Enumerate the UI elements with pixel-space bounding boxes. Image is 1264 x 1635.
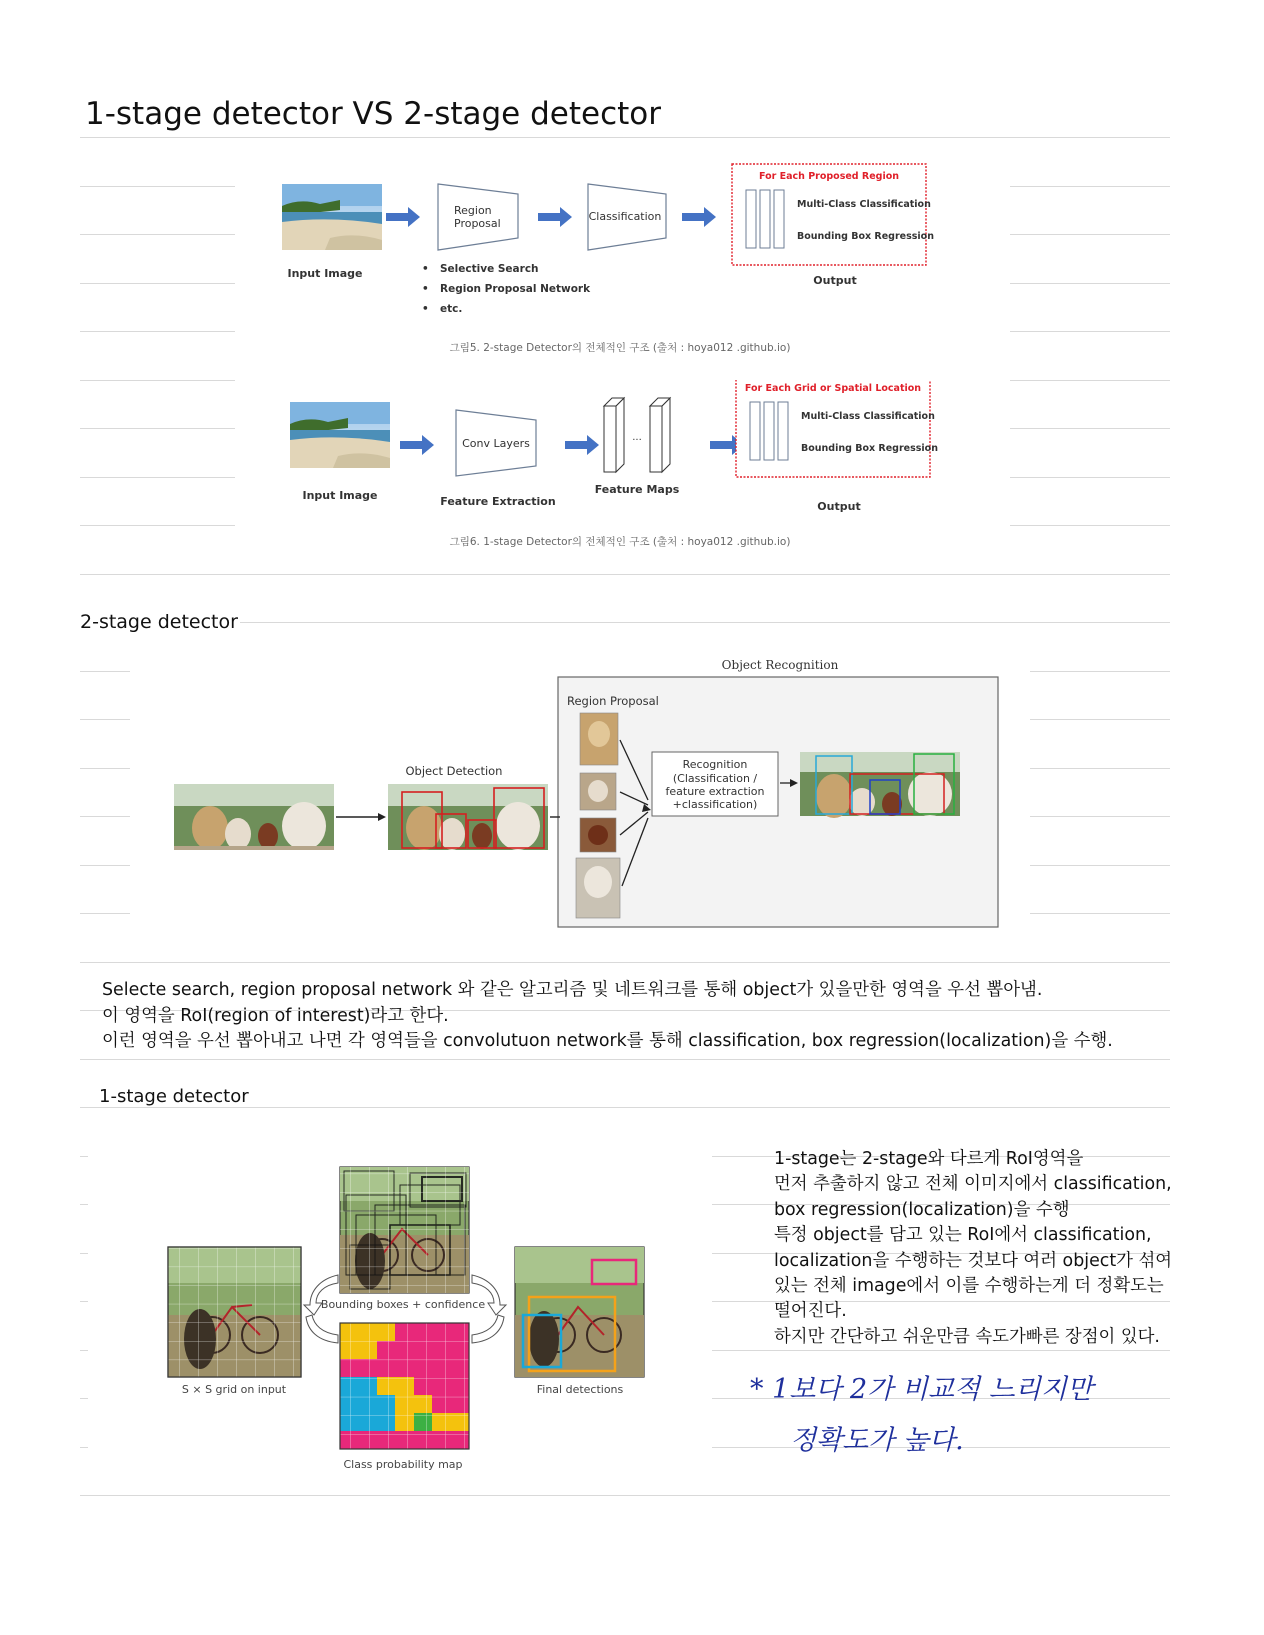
one-stage-line-1: 1-stage는 2-stage와 다르게 RoI영역을 [774,1149,1084,1169]
conv-layers-label: Conv Layers [462,437,530,450]
handwritten-note-line-1: * 1보다 2가 비교적 느리지만 [750,1374,1094,1405]
flow-arrows [400,435,744,455]
grid-input-label: S × S grid on input [181,1383,287,1396]
svg-text:•: • [422,263,429,275]
one-stage-line-3: box regression(localization)을 수행 [774,1199,1070,1220]
one-stage-line-4: 특정 object를 담고 있는 RoI에서 classification, [774,1225,1152,1246]
two-stage-line-1: Selecte search, region proposal network 와 같은 알고리즘 및 네트워크를 통해 object가 있을만한 영역을 우선 뽑아냄. [102,980,1043,1000]
region-proposal-label: Region Proposal [567,694,659,708]
handwritten-note-line-2: 정확도가 높다. [790,1425,964,1456]
class-probability-label: Class probability map [343,1458,463,1471]
two-stage-line-2: 이 영역을 RoI(region of interest)라고 한다. [102,1005,449,1026]
two-stage-line-3: 이런 영역을 우선 뽑아내고 나면 각 영역들을 convolutuon network를 통해 classification, box regression(localization)을 수행. [102,1031,1113,1052]
figure-2stage-structure [270,160,970,365]
bbox-confidence-photo [340,1167,469,1293]
one-stage-line-7: 떨어진다. [774,1301,847,1322]
input-image-label: Input Image [302,489,378,502]
one-stage-line-8: 하지만 간단하고 쉬운만큼 속도가빠른 장점이 있다. [774,1326,1160,1347]
two-stage-description [102,978,1113,1055]
svg-text:•: • [422,283,429,295]
one-stage-description [774,1147,1172,1350]
output-label: Output [813,274,857,287]
recognition-line-2: (Classification / [672,772,758,785]
one-stage-line-5: localization을 수행하는 것보다 여러 object가 섞여 [774,1250,1173,1271]
one-stage-line-2: 먼저 추출하지 않고 전체 이미지에서 classification, [774,1174,1172,1195]
beach-image [290,402,390,468]
svg-text:•: • [422,303,429,315]
bbox-confidence-label: Bounding boxes + confidence [320,1298,486,1311]
output-label: Output [817,500,861,513]
figure-2stage-pipeline [170,650,1005,935]
bullet-selective-search: Selective Search [440,263,539,275]
multi-class-label: Multi-Class Classification [797,199,931,210]
ellipsis: ... [632,432,642,443]
bullet-rpn: Region Proposal Network [440,283,591,295]
object-recognition-label: Object Recognition [721,658,839,672]
output-header: For Each Proposed Region [758,171,900,182]
recognition-line-1: Recognition [682,758,748,771]
section-heading-1stage: 1-stage detector [99,1086,249,1107]
page-title: 1-stage detector VS 2-stage detector [85,96,661,132]
classification-label: Classification [588,210,662,223]
object-detection-label: Object Detection [405,764,503,778]
final-detections-photo [515,1247,644,1377]
class-probability-map [340,1323,469,1449]
output-columns [750,402,788,460]
bullet-etc: etc. [440,303,463,315]
figure6-caption: 그림6. 1-stage Detector의 전체적인 구조 (출처 : hoya012 .github.io) [449,536,791,548]
figure-yolo [160,1155,675,1480]
method-bullets [422,263,591,315]
bbox-regression-label: Bounding Box Regression [801,443,938,454]
dogs-photo-detected [388,784,548,850]
feature-extraction-label: Feature Extraction [440,495,556,508]
one-stage-line-6: 있는 전체 image에서 이를 수행하는게 더 정확도는 [774,1276,1164,1297]
figure-1stage-structure [270,380,970,555]
figure5-caption: 그림5. 2-stage Detector의 전체적인 구조 (출처 : hoya012 .github.io) [449,342,791,354]
beach-image [282,184,382,250]
final-detections-label: Final detections [536,1383,624,1396]
grid-input-photo [168,1247,301,1377]
dogs-photo [174,784,334,850]
recognition-line-3: feature extraction [665,785,765,798]
output-columns [746,190,784,248]
output-header: For Each Grid or Spatial Location [744,383,922,394]
recognition-line-4: +classification) [672,798,758,811]
input-image-label: Input Image [287,267,363,280]
multi-class-label: Multi-Class Classification [801,411,935,422]
region-proposal-label-1: Region [454,204,492,217]
region-proposal-label-2: Proposal [454,217,501,230]
section-heading-2stage: 2-stage detector [80,611,238,633]
bbox-regression-label: Bounding Box Regression [797,231,934,242]
feature-maps-label: Feature Maps [594,483,680,496]
dogs-photo-final [800,752,960,818]
